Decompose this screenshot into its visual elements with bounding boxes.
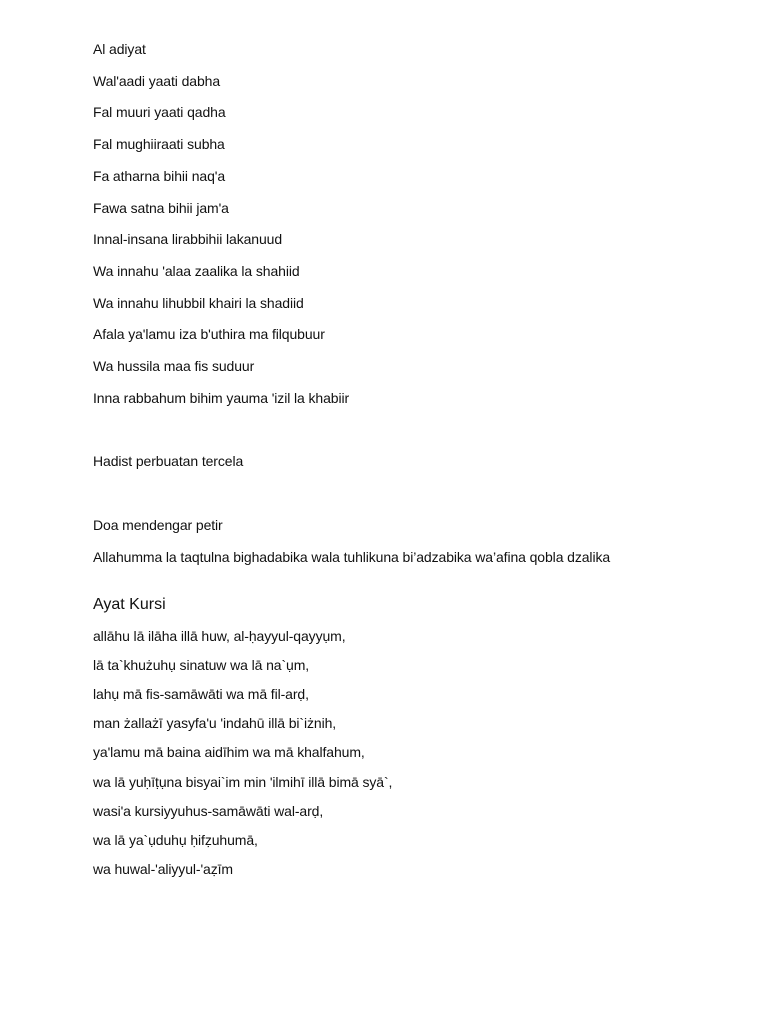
verse-line: Wa hussila maa fis suduur bbox=[93, 358, 255, 375]
verse-line: Afala ya'lamu iza b'uthira ma filqubuur bbox=[93, 326, 325, 343]
verse-line: lā ta`khużuhụ sinatuw wa lā na`ụm, bbox=[93, 656, 310, 673]
verse-line: man żallażī yasyfa'u 'indahū illā bi`iżnih, bbox=[93, 715, 337, 732]
document-page bbox=[93, 34, 733, 884]
verse-line: Inna rabbahum bihim yauma 'izil la khabiir bbox=[93, 389, 350, 406]
hadist-title: Hadist perbuatan tercela bbox=[93, 453, 244, 470]
verse-line: Wa innahu lihubbil khairi la shadiid bbox=[93, 294, 304, 311]
verse-line: wasi'a kursiyyuhus-samāwāti wal-arḍ, bbox=[93, 802, 324, 819]
verse-line: lahụ mā fis-samāwāti wa mā fil-arḍ, bbox=[93, 685, 309, 702]
verse-line: Fawa satna bihii jam'a bbox=[93, 199, 229, 216]
verse-line: Innal-insana lirabbihii lakanuud bbox=[93, 231, 283, 248]
spacer bbox=[93, 478, 733, 510]
doa-title: Doa mendengar petir bbox=[93, 517, 223, 534]
surah-adiyat-section bbox=[93, 34, 733, 414]
verse-line: ya'lamu mā baina aidīhim wa mā khalfahum, bbox=[93, 744, 365, 761]
verse-line: wa huwal-'aliyyul-'aẓīm bbox=[93, 861, 233, 878]
ayat-kursi-heading: Ayat Kursi bbox=[93, 595, 166, 613]
verse-line: Fa atharna bihii naq'a bbox=[93, 167, 226, 184]
surah-title: Al adiyat bbox=[93, 41, 146, 57]
doa-text: Allahumma la taqtulna bighadabika wala tuhlikuna bi’adzabika wa’afina qobla dzalika bbox=[93, 548, 611, 565]
verse-line: Wa innahu 'alaa zaalika la shahiid bbox=[93, 262, 300, 279]
spacer bbox=[93, 414, 733, 446]
verse-line: allāhu lā ilāha illā huw, al-ḥayyul-qayyụm, bbox=[93, 627, 346, 644]
verse-line: wa lā yuḥīṭụna bisyai`im min 'ilmihī illā bimā syā`, bbox=[93, 773, 393, 790]
verse-line: wa lā ya`ụduhụ ḥifẓuhumā, bbox=[93, 831, 258, 848]
verse-line: Fal mughiiraati subha bbox=[93, 136, 225, 153]
verse-line: Wal'aadi yaati dabha bbox=[93, 72, 221, 89]
verse-line: Fal muuri yaati qadha bbox=[93, 104, 226, 121]
ayat-kursi-section bbox=[93, 590, 733, 885]
doa-section bbox=[93, 510, 733, 573]
